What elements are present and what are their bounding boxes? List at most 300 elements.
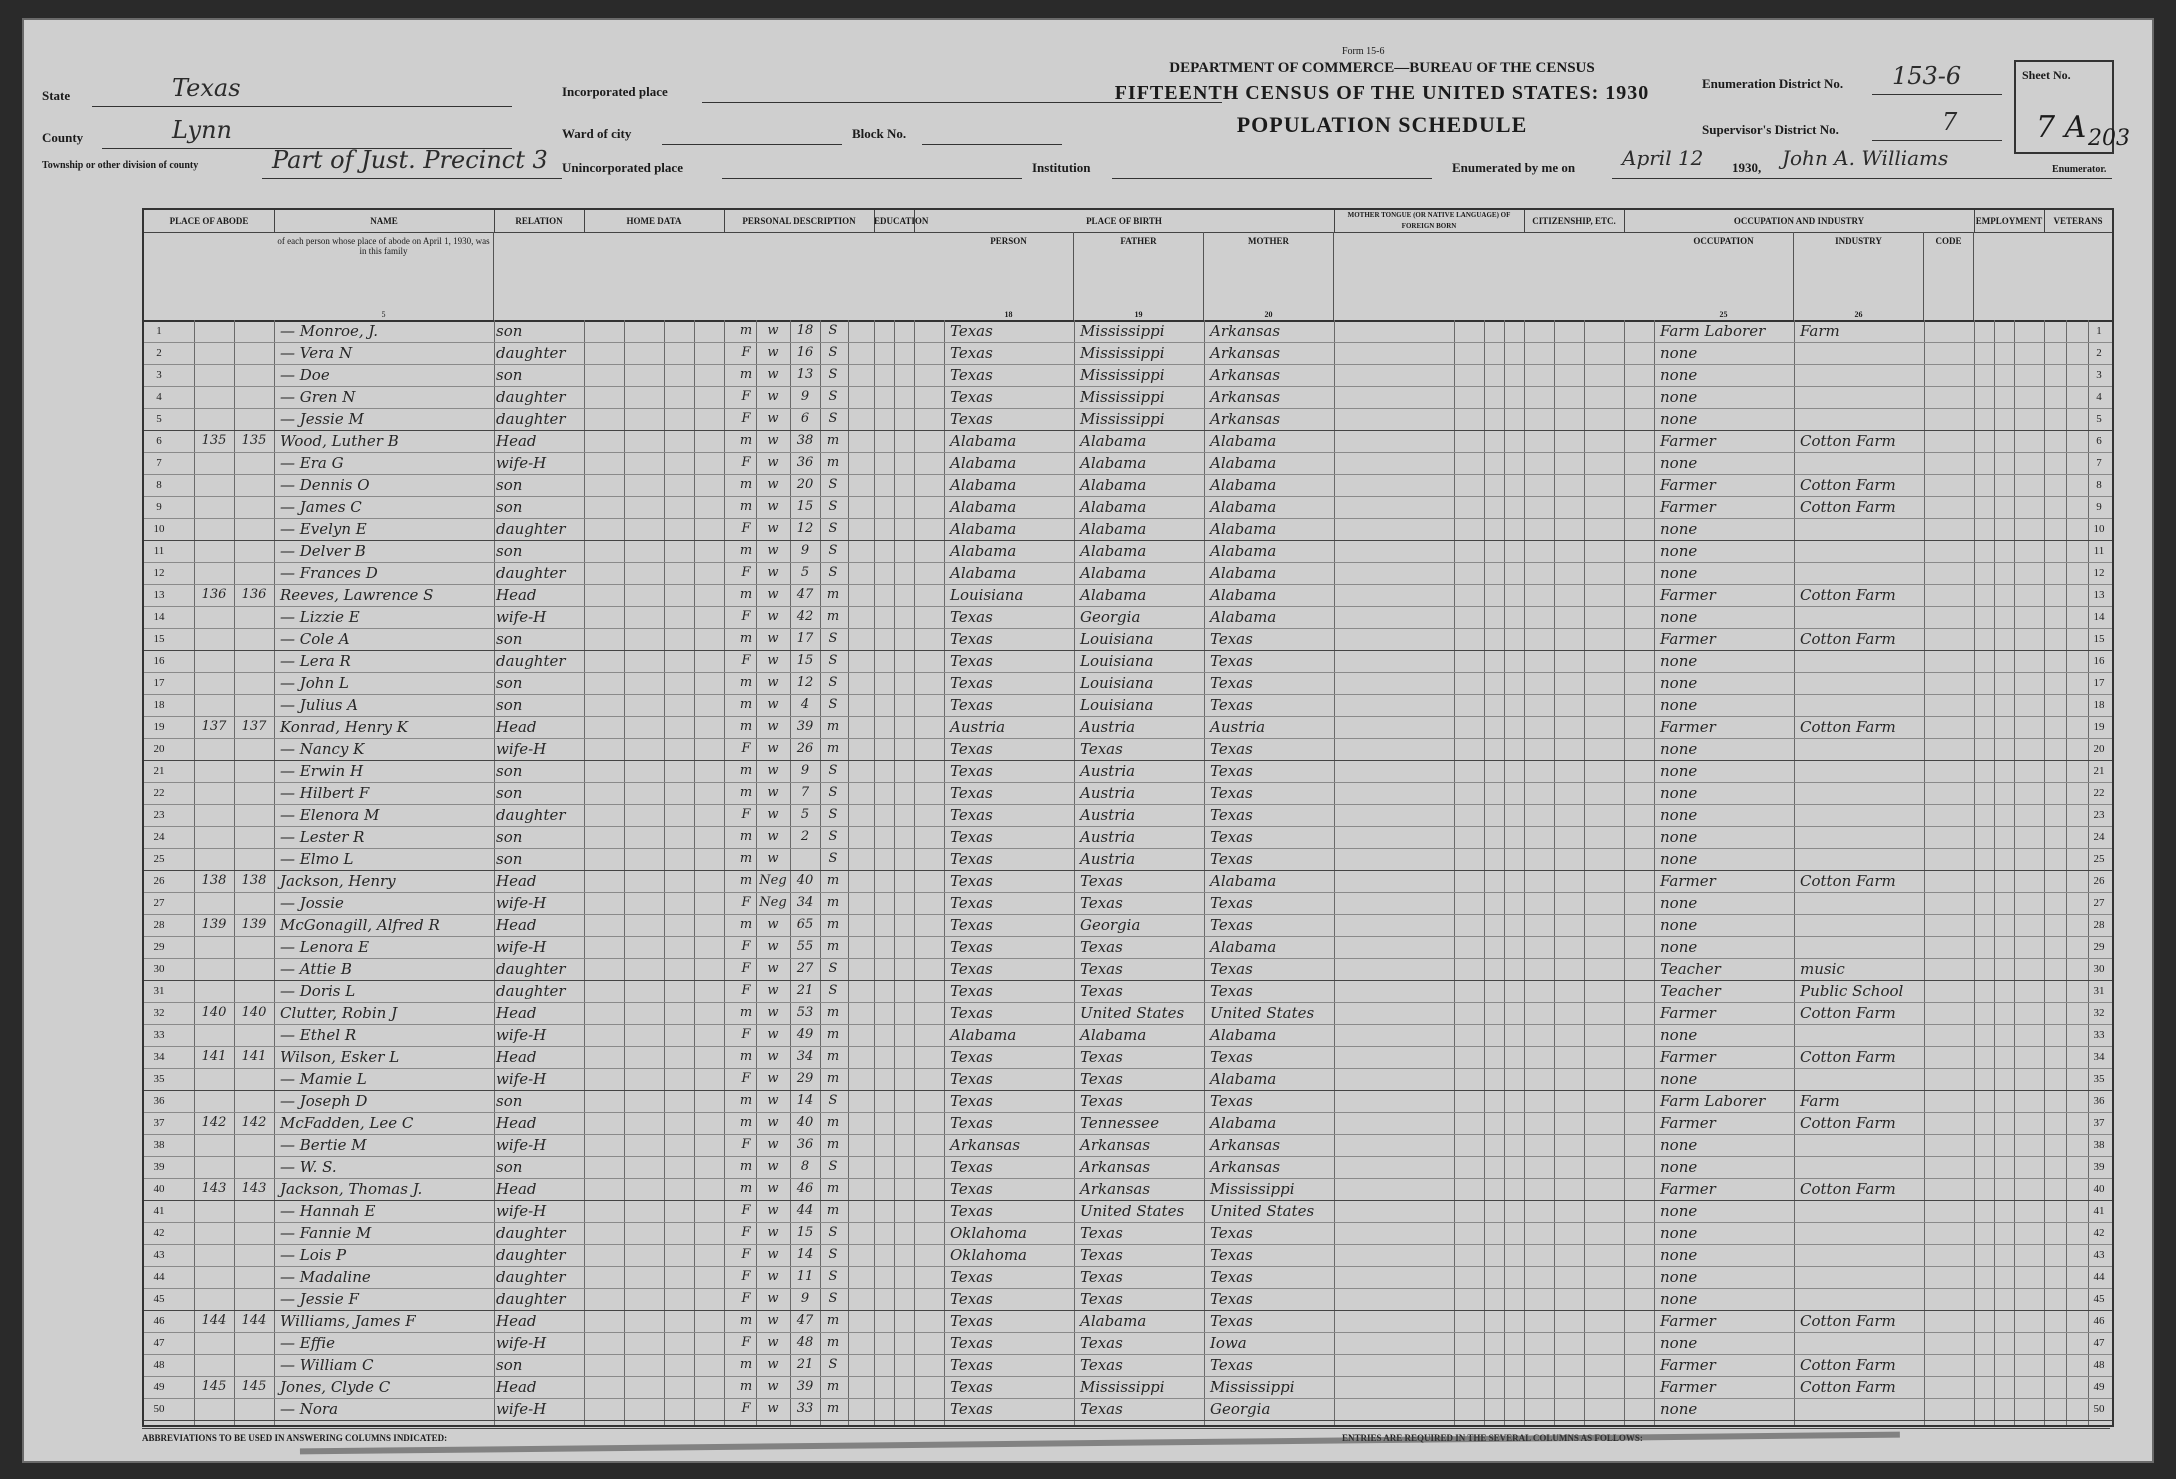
line-number-right: 12: [2093, 567, 2105, 579]
cell-rel: son: [496, 762, 523, 780]
group-occupation-industry: OCCUPATION AND INDUSTRY: [1624, 210, 1975, 233]
line-number-right: 46: [2093, 1315, 2105, 1327]
group-citizenship: CITIZENSHIP, ETC.: [1524, 210, 1625, 233]
cell-dw: 144: [201, 1313, 227, 1328]
cell-age: 27: [796, 961, 814, 976]
line-number-right: 36: [2093, 1095, 2105, 1107]
cell-sex: m: [739, 851, 753, 866]
cell-father: Alabama: [1080, 432, 1147, 450]
cell-occ: none: [1660, 366, 1698, 384]
cell-race: w: [767, 433, 779, 448]
cell-sex: F: [741, 807, 751, 822]
cell-sex: m: [739, 433, 753, 448]
cell-occ: none: [1660, 1290, 1698, 1308]
cell-race: w: [767, 1335, 779, 1350]
group-name: NAME: [274, 210, 495, 233]
cell-race: Neg: [759, 873, 787, 888]
cell-sex: F: [741, 1335, 751, 1350]
cell-ms: S: [828, 1093, 838, 1108]
cell-mother: Arkansas: [1210, 322, 1281, 340]
table-row: [144, 848, 2112, 871]
cell-ind: Public School: [1800, 982, 1904, 1000]
table-row: [144, 1002, 2112, 1025]
cell-mother: Alabama: [1210, 520, 1277, 538]
cell-occ: none: [1660, 894, 1698, 912]
cell-birth: Texas: [950, 872, 993, 890]
line-number-right: 45: [2093, 1293, 2105, 1305]
cell-ind: Cotton Farm: [1800, 498, 1896, 516]
cell-name: — Ethel R: [280, 1026, 357, 1044]
enumerator-label: Enumerator.: [2052, 164, 2107, 175]
cell-ms: m: [826, 741, 840, 756]
cell-dw: 138: [201, 873, 227, 888]
line-number: 34: [153, 1051, 165, 1063]
cell-ms: S: [828, 1357, 838, 1372]
group-place-of-birth: PLACE OF BIRTH: [914, 210, 1335, 233]
cell-sex: m: [739, 763, 753, 778]
cell-birth: Texas: [950, 806, 993, 824]
cell-ms: S: [828, 367, 838, 382]
cell-name: — Gren N: [280, 388, 356, 406]
cell-father: Mississippi: [1080, 388, 1165, 406]
line-number: 47: [153, 1337, 165, 1349]
cell-name: — Lera R: [280, 652, 351, 670]
cell-race: w: [767, 1379, 779, 1394]
cell-age: 29: [796, 1071, 814, 1086]
cell-rel: wife-H: [496, 1400, 547, 1418]
cell-race: w: [767, 477, 779, 492]
cell-sex: F: [741, 1137, 751, 1152]
cell-ms: S: [828, 477, 838, 492]
line-number-right: 6: [2096, 435, 2102, 447]
cell-ind: Cotton Farm: [1800, 1356, 1896, 1374]
line-number: 43: [153, 1249, 165, 1261]
table-row: [144, 452, 2112, 475]
township-value: Part of Just. Precinct 3: [272, 146, 548, 174]
ward-label: Ward of city: [562, 126, 632, 141]
cell-mother: Iowa: [1210, 1334, 1247, 1352]
cell-occ: none: [1660, 740, 1698, 758]
cell-name: Jones, Clyde C: [280, 1378, 391, 1396]
cell-sex: m: [739, 587, 753, 602]
institution-label: Institution: [1032, 160, 1091, 175]
line-number: 12: [153, 567, 165, 579]
line-number: 36: [153, 1095, 165, 1107]
cell-age: 36: [796, 455, 814, 470]
cell-ms: S: [828, 565, 838, 580]
line-number: 17: [153, 677, 165, 689]
cell-ms: m: [826, 433, 840, 448]
cell-ms: m: [826, 1401, 840, 1416]
cell-rel: son: [496, 1092, 523, 1110]
cell-ind: Farm: [1800, 322, 1840, 340]
cell-sex: m: [739, 1159, 753, 1174]
cell-birth: Texas: [950, 1180, 993, 1198]
table-row: [144, 980, 2112, 1003]
column-code-header: CODE: [1924, 232, 1974, 320]
cell-sex: m: [739, 697, 753, 712]
cell-occ: none: [1660, 564, 1698, 582]
cell-father: Austria: [1080, 762, 1136, 780]
cell-fam: 136: [241, 587, 267, 602]
table-row: [144, 1024, 2112, 1047]
line-number: 46: [153, 1315, 165, 1327]
cell-sex: F: [741, 1203, 751, 1218]
cell-race: w: [767, 587, 779, 602]
line-number-right: 40: [2093, 1183, 2105, 1195]
cell-race: w: [767, 1357, 779, 1372]
line-number: 21: [153, 765, 165, 777]
line-number: 5: [156, 413, 162, 425]
table-row: [144, 936, 2112, 959]
cell-name: — Jessie M: [280, 410, 364, 428]
cell-race: w: [767, 323, 779, 338]
line-number: 10: [153, 523, 165, 535]
line-number: 29: [153, 941, 165, 953]
cell-birth: Texas: [950, 696, 993, 714]
line-number: 38: [153, 1139, 165, 1151]
cell-father: Texas: [1080, 938, 1123, 956]
cell-age: 21: [796, 983, 814, 998]
line-number-right: 33: [2093, 1029, 2105, 1041]
cell-mother: Texas: [1210, 1268, 1253, 1286]
cell-rel: son: [496, 476, 523, 494]
table-row: [144, 584, 2112, 607]
cell-occ: none: [1660, 1334, 1698, 1352]
cell-name: — Lizzie E: [280, 608, 360, 626]
cell-mother: Arkansas: [1210, 388, 1281, 406]
cell-name: Konrad, Henry K: [280, 718, 408, 736]
cell-name: — Fannie M: [280, 1224, 372, 1242]
cell-age: 46: [796, 1181, 814, 1196]
cell-occ: none: [1660, 784, 1698, 802]
cell-sex: F: [741, 565, 751, 580]
cell-rel: wife-H: [496, 454, 547, 472]
cell-father: Louisiana: [1080, 696, 1154, 714]
cell-age: 6: [800, 411, 810, 426]
column-father-header: FATHER 19: [1074, 232, 1204, 320]
group-place-of-abode: PLACE OF ABODE: [144, 210, 275, 233]
cell-sex: m: [739, 499, 753, 514]
table-row: [144, 496, 2112, 519]
cell-mother: Texas: [1210, 806, 1253, 824]
cell-ms: m: [826, 873, 840, 888]
cell-father: Texas: [1080, 1092, 1123, 1110]
cell-mother: Austria: [1210, 718, 1266, 736]
cell-sex: F: [741, 1027, 751, 1042]
cell-father: Austria: [1080, 828, 1136, 846]
cell-age: 2: [800, 829, 810, 844]
cell-name: — James C: [280, 498, 362, 516]
cell-age: 5: [800, 565, 810, 580]
cell-father: Alabama: [1080, 476, 1147, 494]
cell-rel: Head: [496, 1180, 537, 1198]
cell-ms: m: [826, 1313, 840, 1328]
cell-age: 13: [796, 367, 814, 382]
cell-ms: m: [826, 1379, 840, 1394]
sheet-number-value: 7 A: [2036, 110, 2087, 145]
table-row: [144, 606, 2112, 629]
cell-age: 33: [796, 1401, 814, 1416]
cell-ms: S: [828, 1225, 838, 1240]
cell-name: — Doris L: [280, 982, 356, 1000]
cell-dw: 141: [201, 1049, 227, 1064]
table-row: [144, 364, 2112, 387]
cell-dw: 137: [201, 719, 227, 734]
cell-age: 38: [796, 433, 814, 448]
cell-father: Alabama: [1080, 542, 1147, 560]
cell-name: — Attie B: [280, 960, 352, 978]
cell-race: Neg: [759, 895, 787, 910]
cell-sex: F: [741, 983, 751, 998]
cell-occ: none: [1660, 916, 1698, 934]
line-number-right: 4: [2096, 391, 2102, 403]
cell-occ: none: [1660, 762, 1698, 780]
cell-mother: Arkansas: [1210, 344, 1281, 362]
cell-occ: none: [1660, 1268, 1698, 1286]
table-row: [144, 430, 2112, 453]
cell-father: Louisiana: [1080, 652, 1154, 670]
cell-occ: Farmer: [1660, 476, 1716, 494]
table-row: [144, 716, 2112, 739]
cell-rel: son: [496, 674, 523, 692]
cell-birth: Texas: [950, 388, 993, 406]
cell-sex: m: [739, 1313, 753, 1328]
line-number: 14: [153, 611, 165, 623]
group-employment: EMPLOYMENT: [1974, 210, 2045, 233]
cell-rel: daughter: [496, 564, 566, 582]
cell-occ: Farmer: [1660, 1180, 1716, 1198]
cell-mother: Alabama: [1210, 938, 1277, 956]
line-number: 50: [153, 1403, 165, 1415]
cell-occ: Farmer: [1660, 1378, 1716, 1396]
line-number-right: 32: [2093, 1007, 2105, 1019]
cell-birth: Texas: [950, 1114, 993, 1132]
cell-occ: none: [1660, 938, 1698, 956]
cell-rel: son: [496, 542, 523, 560]
line-number: 25: [153, 853, 165, 865]
line-number-right: 17: [2093, 677, 2105, 689]
cell-name: Clutter, Robin J: [280, 1004, 398, 1022]
table-row: [144, 892, 2112, 915]
cell-age: 18: [796, 323, 814, 338]
cell-name: — Cole A: [280, 630, 350, 648]
line-number-right: 8: [2096, 479, 2102, 491]
cell-fam: 140: [241, 1005, 267, 1020]
incorporated-label: Incorporated place: [562, 84, 668, 99]
cell-name: Reeves, Lawrence S: [280, 586, 434, 604]
table-row: [144, 826, 2112, 849]
cell-father: Louisiana: [1080, 630, 1154, 648]
cell-fam: 143: [241, 1181, 267, 1196]
group-relation: RELATION: [494, 210, 585, 233]
cell-ms: m: [826, 1115, 840, 1130]
cell-race: w: [767, 983, 779, 998]
line-number-right: 47: [2093, 1337, 2105, 1349]
cell-ms: m: [826, 1181, 840, 1196]
cell-mother: Texas: [1210, 740, 1253, 758]
cell-name: — Mamie L: [280, 1070, 367, 1088]
cell-rel: Head: [496, 1004, 537, 1022]
table-row: [144, 870, 2112, 893]
cell-name: McFadden, Lee C: [280, 1114, 414, 1132]
cell-mother: Texas: [1210, 696, 1253, 714]
cell-father: Arkansas: [1080, 1158, 1151, 1176]
line-number-right: 27: [2093, 897, 2105, 909]
cell-name: — Erwin H: [280, 762, 364, 780]
schedule-title: POPULATION SCHEDULE: [1236, 112, 1528, 137]
enumerated-year: 1930,: [1732, 160, 1762, 175]
cell-name: — Lenora E: [280, 938, 370, 956]
cell-race: w: [767, 1203, 779, 1218]
cell-name: — Jessie F: [280, 1290, 359, 1308]
cell-name: — Lois P: [280, 1246, 347, 1264]
table-row: [144, 342, 2112, 365]
township-label: Township or other division of county: [42, 160, 199, 171]
cell-sex: F: [741, 653, 751, 668]
cell-name: Wood, Luther B: [280, 432, 399, 450]
cell-birth: Texas: [950, 740, 993, 758]
cell-rel: wife-H: [496, 608, 547, 626]
cell-race: w: [767, 1159, 779, 1174]
enumerated-label: Enumerated by me on: [1452, 160, 1576, 175]
cell-mother: Texas: [1210, 828, 1253, 846]
line-number-right: 42: [2093, 1227, 2105, 1239]
cell-age: 65: [796, 917, 814, 932]
cell-ind: music: [1800, 960, 1845, 978]
cell-rel: wife-H: [496, 1202, 547, 1220]
cell-birth: Texas: [950, 366, 993, 384]
county-value: Lynn: [172, 116, 232, 144]
cell-name: — William C: [280, 1356, 374, 1374]
table-row: [144, 1090, 2112, 1113]
cell-occ: Farmer: [1660, 1004, 1716, 1022]
cell-age: 49: [796, 1027, 814, 1042]
line-number: 48: [153, 1359, 165, 1371]
line-number-right: 18: [2093, 699, 2105, 711]
line-number-right: 16: [2093, 655, 2105, 667]
cell-sex: m: [739, 1115, 753, 1130]
cell-sex: F: [741, 521, 751, 536]
table-row: [144, 782, 2112, 805]
cell-ms: S: [828, 411, 838, 426]
cell-occ: none: [1660, 806, 1698, 824]
cell-mother: Alabama: [1210, 476, 1277, 494]
cell-occ: none: [1660, 410, 1698, 428]
cell-father: Alabama: [1080, 586, 1147, 604]
cell-sex: F: [741, 455, 751, 470]
cell-sex: m: [739, 873, 753, 888]
line-number: 23: [153, 809, 165, 821]
cell-birth: Texas: [950, 608, 993, 626]
cell-race: w: [767, 1027, 779, 1042]
cell-race: w: [767, 785, 779, 800]
cell-race: w: [767, 653, 779, 668]
cell-rel: Head: [496, 1114, 537, 1132]
cell-birth: Texas: [950, 1004, 993, 1022]
line-number-right: 31: [2093, 985, 2105, 997]
cell-name: — Nancy K: [280, 740, 365, 758]
cell-occ: Farmer: [1660, 1312, 1716, 1330]
cell-age: 9: [800, 1291, 810, 1306]
line-number: 22: [153, 787, 165, 799]
cell-ms: S: [828, 697, 838, 712]
cell-name: — Vera N: [280, 344, 353, 362]
cell-father: Austria: [1080, 718, 1136, 736]
cell-age: 7: [800, 785, 810, 800]
cell-race: w: [767, 939, 779, 954]
cell-occ: Farmer: [1660, 432, 1716, 450]
cell-father: Texas: [1080, 1070, 1123, 1088]
cell-ind: Cotton Farm: [1800, 1004, 1896, 1022]
line-number-right: 21: [2093, 765, 2105, 777]
cell-race: w: [767, 697, 779, 712]
cell-ind: Cotton Farm: [1800, 718, 1896, 736]
cell-birth: Texas: [950, 1290, 993, 1308]
cell-rel: son: [496, 498, 523, 516]
enumerated-date: April 12: [1622, 146, 1704, 170]
cell-sex: m: [739, 1093, 753, 1108]
abbreviations-title: ABBREVIATIONS TO BE USED IN ANSWERING COLUMNS INDICATED:: [142, 1433, 448, 1443]
cell-occ: none: [1660, 454, 1698, 472]
cell-father: United States: [1080, 1202, 1185, 1220]
line-number: 30: [153, 963, 165, 975]
table-row: [144, 1134, 2112, 1157]
cell-ms: S: [828, 851, 838, 866]
table-row: [144, 320, 2112, 343]
cell-age: 39: [796, 719, 814, 734]
cell-sex: F: [741, 939, 751, 954]
cell-birth: Alabama: [950, 498, 1017, 516]
cell-mother: Texas: [1210, 630, 1253, 648]
cell-father: Texas: [1080, 1290, 1123, 1308]
cell-father: Mississippi: [1080, 344, 1165, 362]
cell-father: Alabama: [1080, 454, 1147, 472]
cell-name: — Elmo L: [280, 850, 354, 868]
table-row: [144, 1178, 2112, 1201]
cell-father: Tennessee: [1080, 1114, 1160, 1132]
line-number: 8: [156, 479, 162, 491]
line-number-right: 26: [2093, 875, 2105, 887]
cell-ind: Cotton Farm: [1800, 630, 1896, 648]
cell-sex: m: [739, 323, 753, 338]
cell-rel: daughter: [496, 960, 566, 978]
cell-sex: m: [739, 367, 753, 382]
cell-occ: none: [1660, 1026, 1698, 1044]
cell-birth: Texas: [950, 916, 993, 934]
table-row: [144, 958, 2112, 981]
line-number: 45: [153, 1293, 165, 1305]
cell-father: Texas: [1080, 1224, 1123, 1242]
cell-father: Texas: [1080, 872, 1123, 890]
cell-birth: Alabama: [950, 454, 1017, 472]
cell-birth: Arkansas: [950, 1136, 1021, 1154]
cell-occ: none: [1660, 1158, 1698, 1176]
cell-age: 21: [796, 1357, 814, 1372]
cell-mother: Georgia: [1210, 1400, 1271, 1418]
line-number: 13: [153, 589, 165, 601]
department-heading: DEPARTMENT OF COMMERCE—BUREAU OF THE CENSUS: [1169, 60, 1595, 76]
line-number-right: 24: [2093, 831, 2105, 843]
cell-mother: Alabama: [1210, 454, 1277, 472]
cell-father: Alabama: [1080, 1312, 1147, 1330]
cell-occ: Farm Laborer: [1660, 322, 1766, 340]
enumerator-name: John A. Williams: [1782, 146, 1949, 170]
cell-sex: F: [741, 741, 751, 756]
cell-age: 47: [796, 1313, 814, 1328]
cell-occ: Farmer: [1660, 498, 1716, 516]
cell-birth: Texas: [950, 762, 993, 780]
